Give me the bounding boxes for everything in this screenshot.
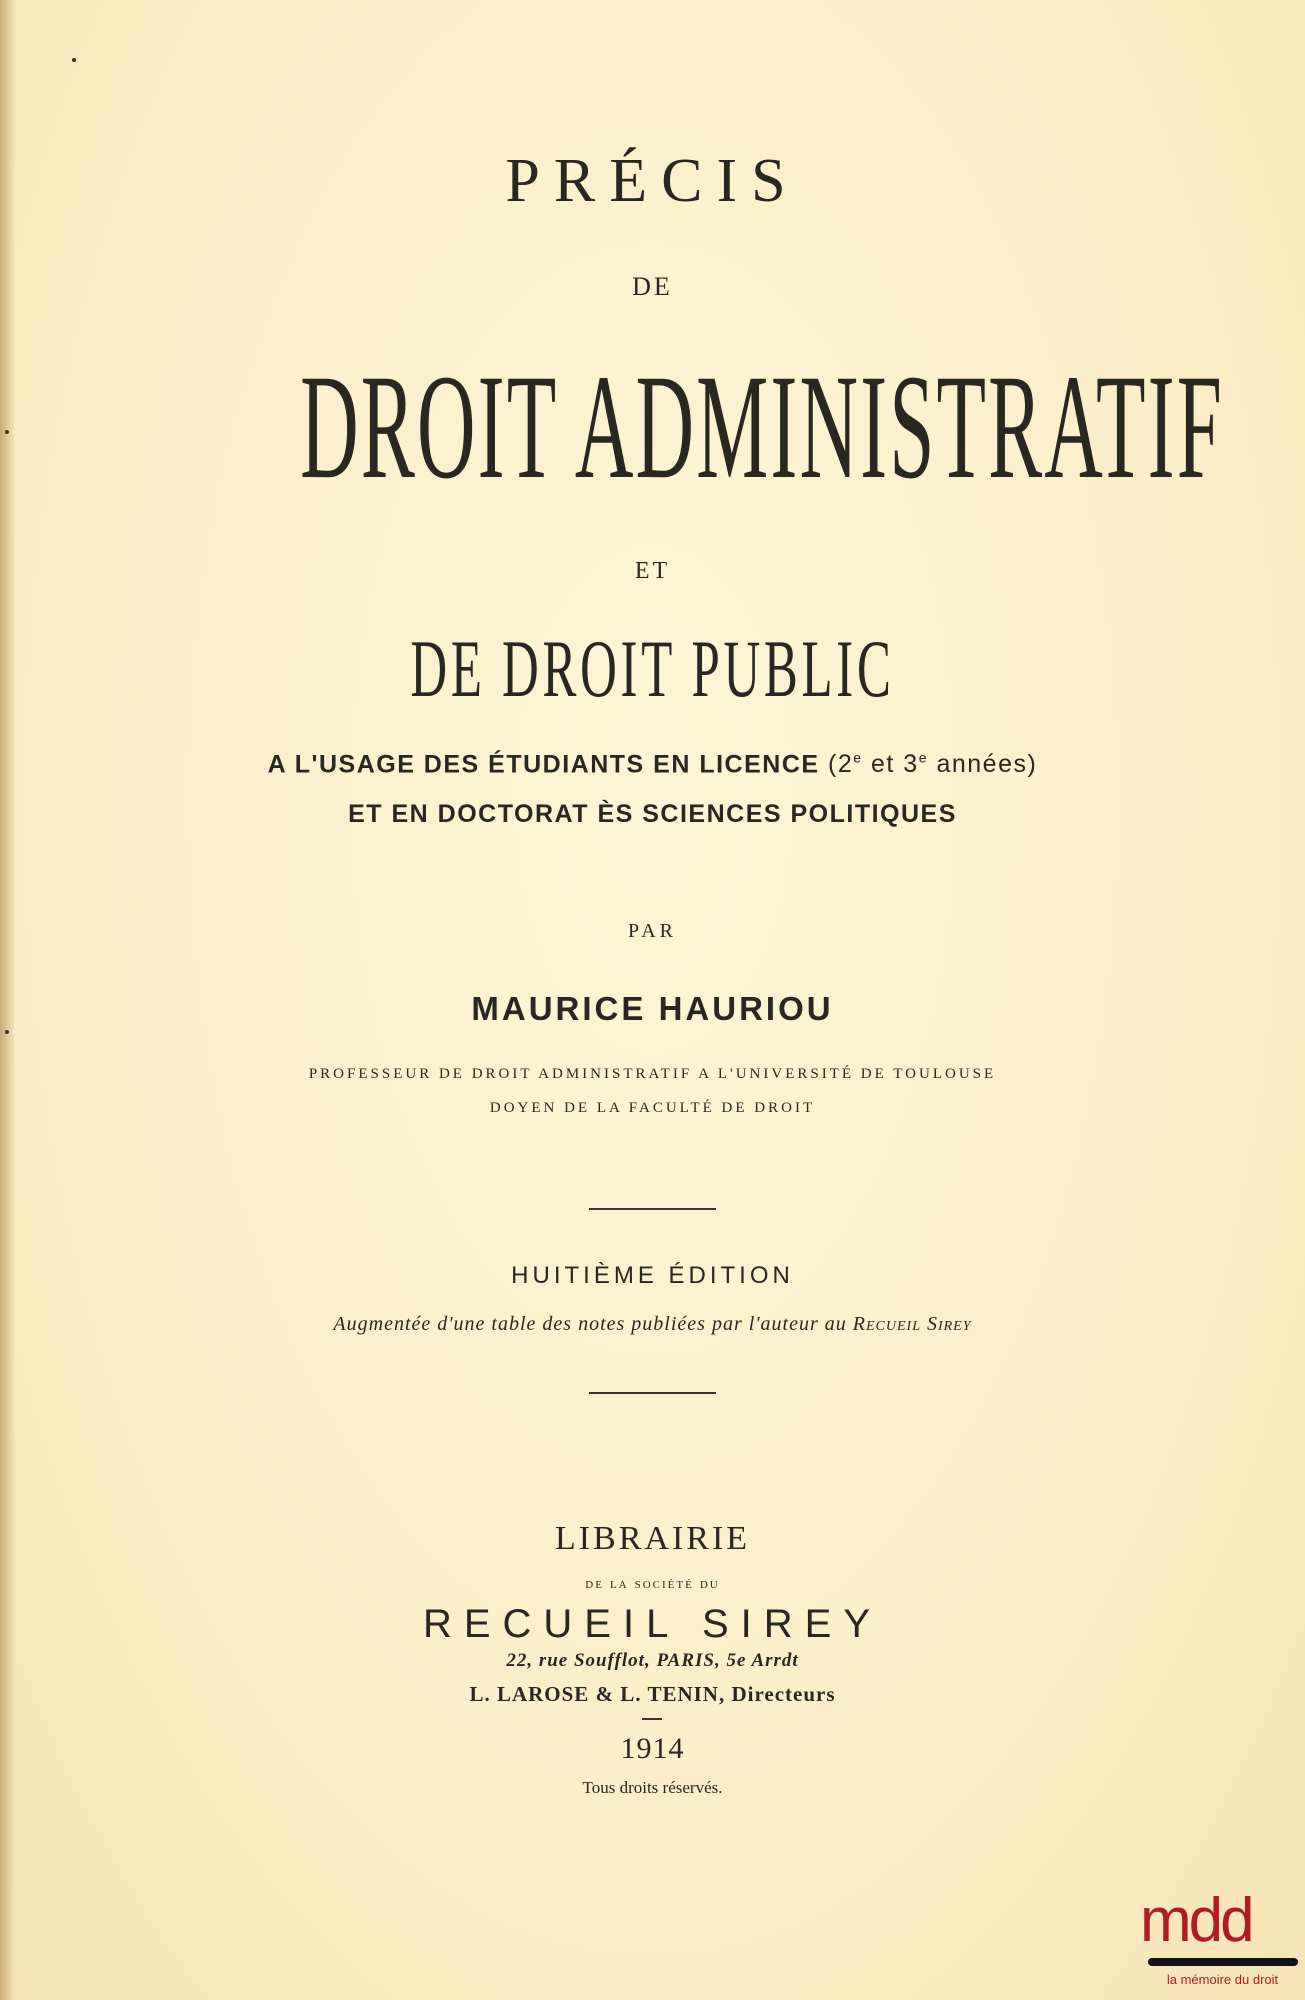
publisher-societe: de la société du xyxy=(585,1575,720,1592)
audience-line xyxy=(0,750,1305,779)
edition-label: HUITIÈME ÉDITION xyxy=(511,1262,794,1289)
main-title: DROIT ADMINISTRATIF xyxy=(300,344,1225,510)
edition-note: Augmentée d'une table des notes publiées par l'auteur au Recueil Sirey xyxy=(333,1313,972,1335)
audience-line-main: A L'USAGE DES ÉTUDIANTS EN LICENCE xyxy=(267,750,820,779)
paper-speck xyxy=(72,58,76,62)
subtitle: DE DROIT PUBLIC xyxy=(410,623,895,714)
title-et: ET xyxy=(634,558,671,584)
rights-notice: Tous droits réservés. xyxy=(582,1778,723,1797)
divider-rule xyxy=(589,1208,716,1210)
mdd-logo-text: mdd xyxy=(1140,1886,1252,1955)
doctorat-line: ET EN DOCTORAT ÈS SCIENCES POLITIQUES xyxy=(348,800,957,828)
paper-speck xyxy=(5,430,9,434)
by-label: PAR xyxy=(627,920,678,942)
author-name: MAURICE HAURIOU xyxy=(471,990,834,1027)
publication-year: 1914 xyxy=(620,1732,685,1765)
author-title-dean: DOYEN DE LA FACULTÉ DE DROIT xyxy=(489,1100,816,1116)
author-title-professor: PROFESSEUR DE DROIT ADMINISTRATIF A L'UNIVERSITÉ DE TOULOUSE xyxy=(308,1066,997,1082)
divider-rule xyxy=(589,1392,716,1394)
short-rule xyxy=(642,1718,662,1720)
publisher-name: RECUEIL SIREY xyxy=(422,1602,883,1646)
publisher-librairie: LIBRAIRIE xyxy=(554,1520,751,1557)
mdd-logo xyxy=(1140,1886,1305,2000)
logo-bar xyxy=(1148,1958,1298,1966)
publisher-directors: L. LAROSE & L. TENIN, Directeurs xyxy=(469,1682,836,1706)
audience-years: (2e et 3e années) xyxy=(828,750,1038,779)
paper-speck xyxy=(5,1030,9,1034)
title-de: DE xyxy=(632,272,673,301)
title-precis: PRÉCIS xyxy=(505,147,800,215)
logo-tagline: la mémoire du droit xyxy=(1166,1972,1279,1987)
publisher-address: 22, rue Soufflot, PARIS, 5e Arrdt xyxy=(506,1650,799,1671)
